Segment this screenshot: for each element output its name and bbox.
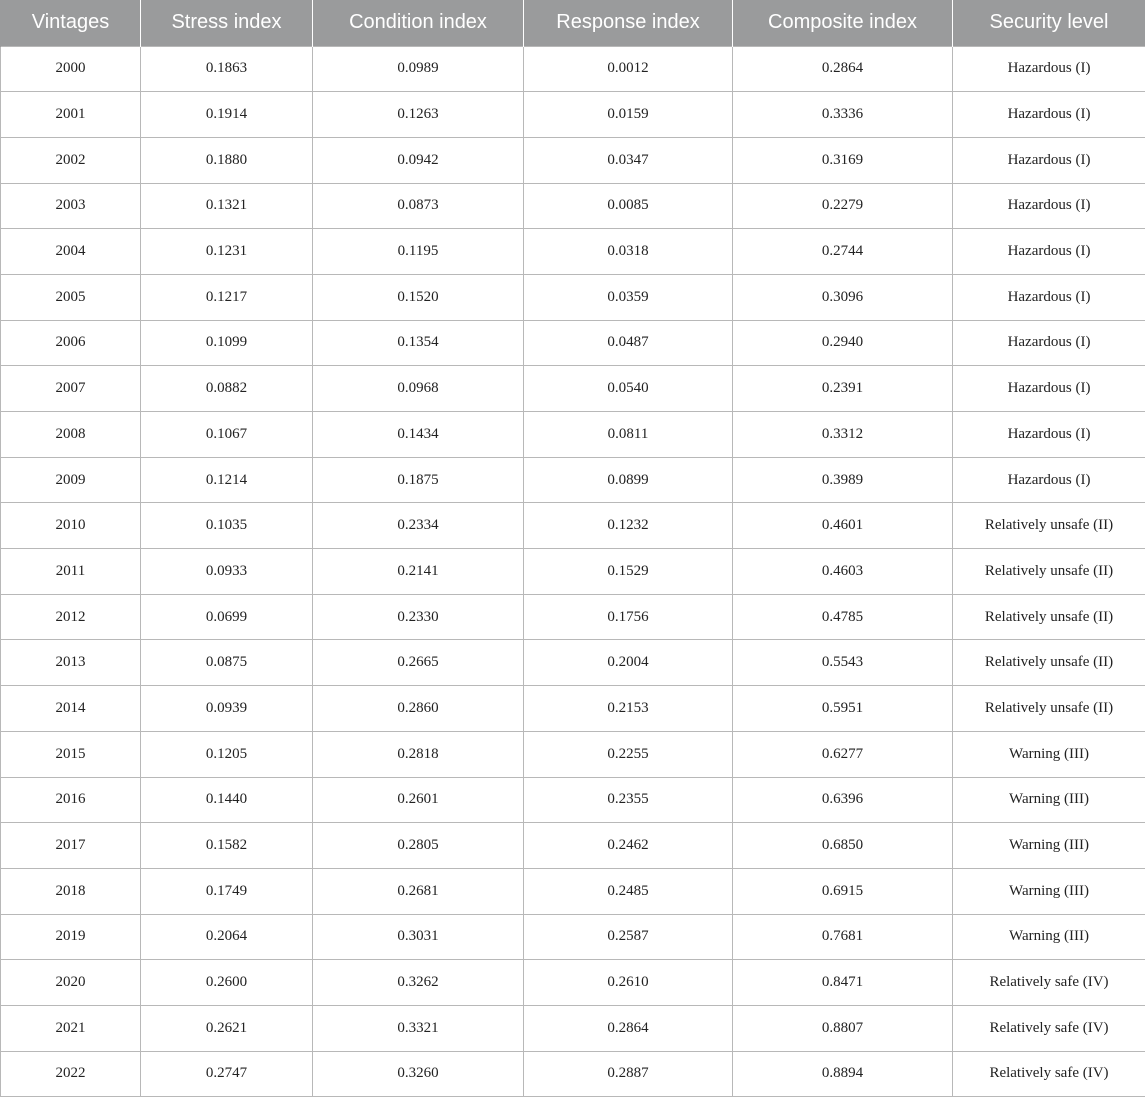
vintage-cell: 2022: [1, 1051, 141, 1097]
vintage-cell: 2005: [1, 274, 141, 320]
composite-index-cell: 0.2744: [733, 229, 953, 275]
response-index-cell: 0.1756: [524, 594, 733, 640]
composite-index-cell: 0.3336: [733, 92, 953, 138]
condition-index-cell: 0.1263: [313, 92, 524, 138]
security-level-cell: Hazardous (I): [953, 46, 1145, 92]
security-level-cell: Hazardous (I): [953, 274, 1145, 320]
vintage-cell: 2011: [1, 549, 141, 595]
stress-index-cell: 0.1099: [141, 320, 313, 366]
composite-index-cell: 0.8471: [733, 960, 953, 1006]
composite-index-cell: 0.2864: [733, 46, 953, 92]
response-index-cell: 0.0487: [524, 320, 733, 366]
table-row: [1, 640, 1145, 686]
composite-index-cell: 0.5543: [733, 640, 953, 686]
condition-index-cell: 0.0942: [313, 137, 524, 183]
vintage-cell: 2000: [1, 46, 141, 92]
header-security-level: Security level: [953, 0, 1145, 46]
stress-index-cell: 0.1231: [141, 229, 313, 275]
table-body: [1, 46, 1145, 1097]
stress-index-cell: 0.1880: [141, 137, 313, 183]
security-level-cell: Warning (III): [953, 868, 1145, 914]
table-row: [1, 777, 1145, 823]
condition-index-cell: 0.2330: [313, 594, 524, 640]
stress-index-cell: 0.2621: [141, 1005, 313, 1051]
response-index-cell: 0.0347: [524, 137, 733, 183]
vintage-cell: 2007: [1, 366, 141, 412]
security-level-cell: Hazardous (I): [953, 137, 1145, 183]
composite-index-cell: 0.3096: [733, 274, 953, 320]
composite-index-cell: 0.3989: [733, 457, 953, 503]
header-condition-index: Condition index: [313, 0, 524, 46]
response-index-cell: 0.0811: [524, 412, 733, 458]
stress-index-cell: 0.1035: [141, 503, 313, 549]
table-row: [1, 92, 1145, 138]
vintage-cell: 2010: [1, 503, 141, 549]
stress-index-cell: 0.0882: [141, 366, 313, 412]
security-level-cell: Hazardous (I): [953, 229, 1145, 275]
response-index-cell: 0.2887: [524, 1051, 733, 1097]
stress-index-cell: 0.1863: [141, 46, 313, 92]
table-row: [1, 137, 1145, 183]
stress-index-cell: 0.1582: [141, 823, 313, 869]
header-composite-index: Composite index: [733, 0, 953, 46]
table-row: [1, 1051, 1145, 1097]
response-index-cell: 0.2355: [524, 777, 733, 823]
vintage-cell: 2013: [1, 640, 141, 686]
table-row: [1, 503, 1145, 549]
security-level-cell: Relatively safe (IV): [953, 960, 1145, 1006]
table-row: [1, 229, 1145, 275]
vintage-cell: 2004: [1, 229, 141, 275]
response-index-cell: 0.0899: [524, 457, 733, 503]
response-index-cell: 0.0012: [524, 46, 733, 92]
header-vintages: Vintages: [1, 0, 141, 46]
response-index-cell: 0.0540: [524, 366, 733, 412]
response-index-cell: 0.2587: [524, 914, 733, 960]
table-row: [1, 914, 1145, 960]
condition-index-cell: 0.3321: [313, 1005, 524, 1051]
composite-index-cell: 0.6396: [733, 777, 953, 823]
condition-index-cell: 0.0873: [313, 183, 524, 229]
table-row: [1, 686, 1145, 732]
condition-index-cell: 0.1195: [313, 229, 524, 275]
condition-index-cell: 0.2681: [313, 868, 524, 914]
condition-index-cell: 0.2665: [313, 640, 524, 686]
security-level-cell: Relatively unsafe (II): [953, 640, 1145, 686]
stress-index-cell: 0.2064: [141, 914, 313, 960]
security-level-cell: Hazardous (I): [953, 366, 1145, 412]
vintage-cell: 2001: [1, 92, 141, 138]
vintage-cell: 2015: [1, 731, 141, 777]
security-level-cell: Hazardous (I): [953, 183, 1145, 229]
composite-index-cell: 0.6277: [733, 731, 953, 777]
composite-index-cell: 0.3312: [733, 412, 953, 458]
condition-index-cell: 0.0989: [313, 46, 524, 92]
response-index-cell: 0.0359: [524, 274, 733, 320]
stress-index-cell: 0.1321: [141, 183, 313, 229]
security-level-cell: Relatively safe (IV): [953, 1005, 1145, 1051]
condition-index-cell: 0.2805: [313, 823, 524, 869]
condition-index-cell: 0.1434: [313, 412, 524, 458]
table-row: [1, 366, 1145, 412]
stress-index-cell: 0.2747: [141, 1051, 313, 1097]
condition-index-cell: 0.2818: [313, 731, 524, 777]
composite-index-cell: 0.4603: [733, 549, 953, 595]
response-index-cell: 0.1529: [524, 549, 733, 595]
header-row: [1, 0, 1145, 46]
table-row: [1, 457, 1145, 503]
stress-index-cell: 0.1914: [141, 92, 313, 138]
security-level-cell: Hazardous (I): [953, 412, 1145, 458]
response-index-cell: 0.2004: [524, 640, 733, 686]
stress-index-cell: 0.1067: [141, 412, 313, 458]
security-level-cell: Warning (III): [953, 777, 1145, 823]
security-level-cell: Relatively unsafe (II): [953, 549, 1145, 595]
response-index-cell: 0.0159: [524, 92, 733, 138]
security-level-cell: Relatively unsafe (II): [953, 503, 1145, 549]
table-row: [1, 183, 1145, 229]
stress-index-cell: 0.0699: [141, 594, 313, 640]
composite-index-cell: 0.8894: [733, 1051, 953, 1097]
composite-index-cell: 0.2279: [733, 183, 953, 229]
condition-index-cell: 0.2860: [313, 686, 524, 732]
table-row: [1, 594, 1145, 640]
security-level-cell: Warning (III): [953, 823, 1145, 869]
security-level-cell: Relatively unsafe (II): [953, 594, 1145, 640]
table-row: [1, 46, 1145, 92]
condition-index-cell: 0.2334: [313, 503, 524, 549]
header-response-index: Response index: [524, 0, 733, 46]
vintage-cell: 2002: [1, 137, 141, 183]
stress-index-cell: 0.1217: [141, 274, 313, 320]
table-row: [1, 412, 1145, 458]
condition-index-cell: 0.3031: [313, 914, 524, 960]
response-index-cell: 0.0085: [524, 183, 733, 229]
stress-index-cell: 0.1440: [141, 777, 313, 823]
condition-index-cell: 0.2141: [313, 549, 524, 595]
vintage-cell: 2014: [1, 686, 141, 732]
vintage-cell: 2006: [1, 320, 141, 366]
security-level-cell: Warning (III): [953, 731, 1145, 777]
response-index-cell: 0.2462: [524, 823, 733, 869]
security-level-cell: Relatively safe (IV): [953, 1051, 1145, 1097]
response-index-cell: 0.2255: [524, 731, 733, 777]
vintage-cell: 2008: [1, 412, 141, 458]
stress-index-cell: 0.0933: [141, 549, 313, 595]
condition-index-cell: 0.3262: [313, 960, 524, 1006]
stress-index-cell: 0.2600: [141, 960, 313, 1006]
response-index-cell: 0.1232: [524, 503, 733, 549]
table-row: [1, 868, 1145, 914]
stress-index-cell: 0.0939: [141, 686, 313, 732]
vintage-cell: 2009: [1, 457, 141, 503]
stress-index-cell: 0.0875: [141, 640, 313, 686]
stress-index-cell: 0.1749: [141, 868, 313, 914]
vintage-cell: 2019: [1, 914, 141, 960]
table-row: [1, 320, 1145, 366]
vintage-cell: 2003: [1, 183, 141, 229]
condition-index-cell: 0.0968: [313, 366, 524, 412]
condition-index-cell: 0.3260: [313, 1051, 524, 1097]
composite-index-cell: 0.4785: [733, 594, 953, 640]
composite-index-cell: 0.3169: [733, 137, 953, 183]
condition-index-cell: 0.1520: [313, 274, 524, 320]
table-row: [1, 823, 1145, 869]
table-row: [1, 960, 1145, 1006]
composite-index-cell: 0.7681: [733, 914, 953, 960]
security-level-cell: Relatively unsafe (II): [953, 686, 1145, 732]
composite-index-cell: 0.2391: [733, 366, 953, 412]
composite-index-cell: 0.4601: [733, 503, 953, 549]
vintage-cell: 2021: [1, 1005, 141, 1051]
composite-index-cell: 0.5951: [733, 686, 953, 732]
vintage-cell: 2018: [1, 868, 141, 914]
header-stress-index: Stress index: [141, 0, 313, 46]
composite-index-cell: 0.8807: [733, 1005, 953, 1051]
condition-index-cell: 0.1354: [313, 320, 524, 366]
security-level-cell: Hazardous (I): [953, 457, 1145, 503]
security-level-cell: Hazardous (I): [953, 320, 1145, 366]
condition-index-cell: 0.2601: [313, 777, 524, 823]
table-header: [1, 0, 1145, 46]
response-index-cell: 0.2153: [524, 686, 733, 732]
condition-index-cell: 0.1875: [313, 457, 524, 503]
response-index-cell: 0.2610: [524, 960, 733, 1006]
stress-index-cell: 0.1205: [141, 731, 313, 777]
table-row: [1, 549, 1145, 595]
security-level-cell: Warning (III): [953, 914, 1145, 960]
security-level-cell: Hazardous (I): [953, 92, 1145, 138]
response-index-cell: 0.2864: [524, 1005, 733, 1051]
vintage-cell: 2017: [1, 823, 141, 869]
response-index-cell: 0.2485: [524, 868, 733, 914]
table-row: [1, 274, 1145, 320]
table-row: [1, 731, 1145, 777]
composite-index-cell: 0.2940: [733, 320, 953, 366]
composite-index-cell: 0.6915: [733, 868, 953, 914]
vintage-cell: 2012: [1, 594, 141, 640]
response-index-cell: 0.0318: [524, 229, 733, 275]
vintage-cell: 2016: [1, 777, 141, 823]
composite-index-cell: 0.6850: [733, 823, 953, 869]
stress-index-cell: 0.1214: [141, 457, 313, 503]
vintage-cell: 2020: [1, 960, 141, 1006]
table-row: [1, 1005, 1145, 1051]
